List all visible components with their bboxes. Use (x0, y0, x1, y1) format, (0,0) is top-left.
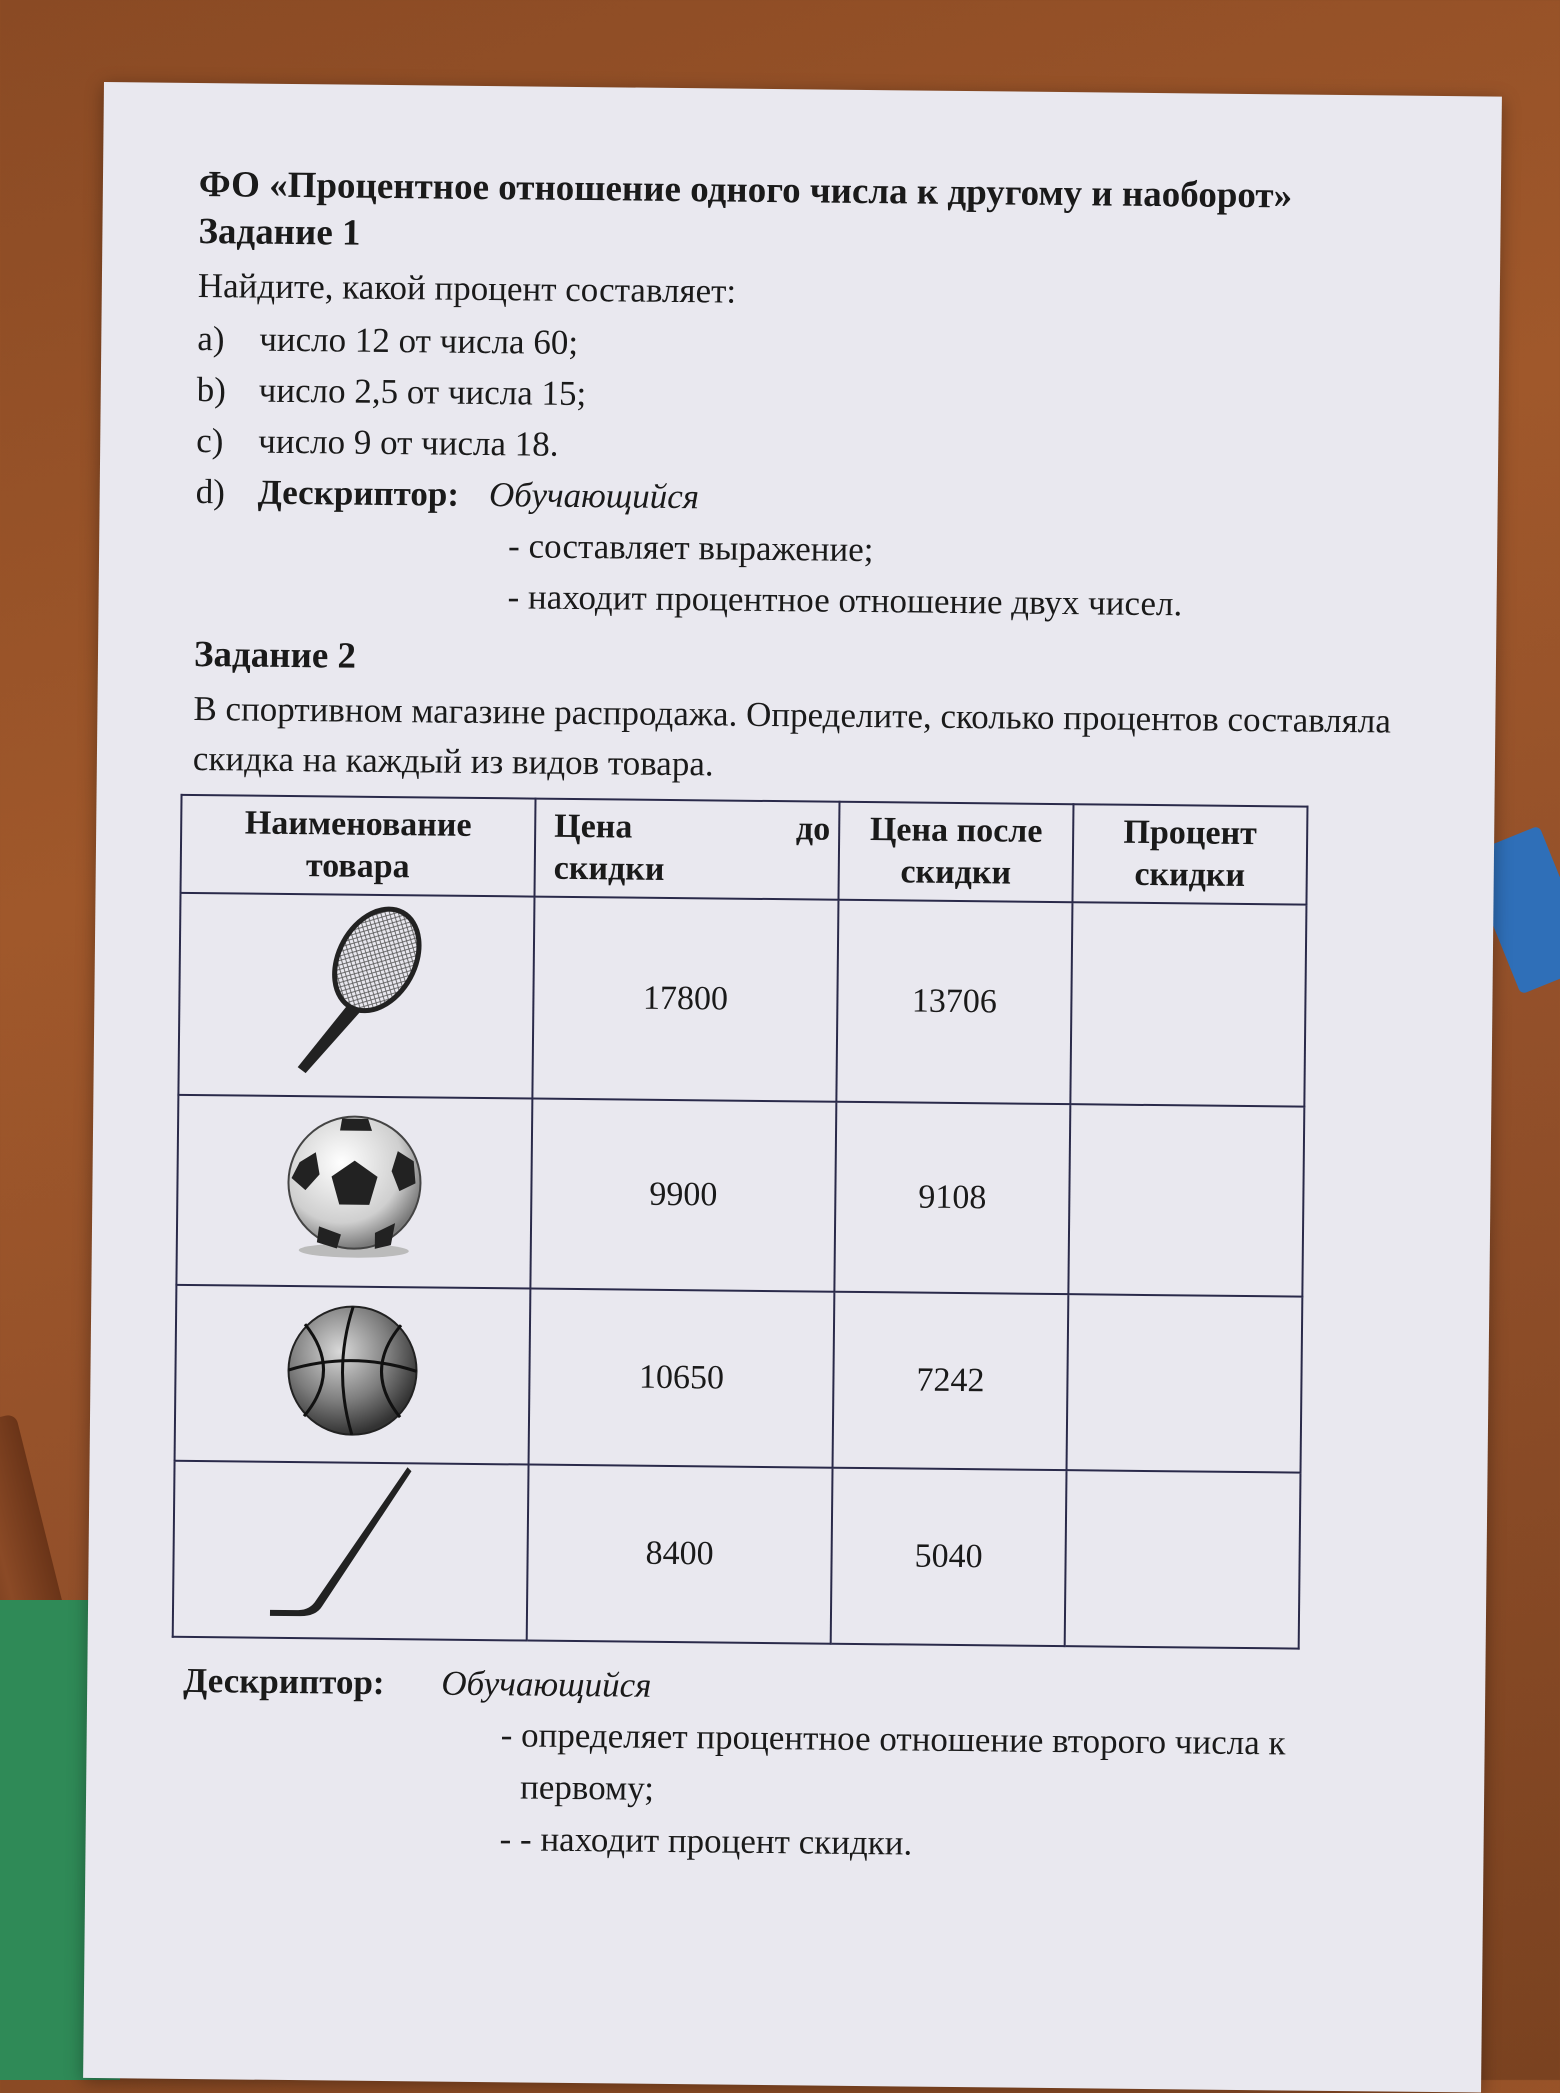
header-name (181, 795, 536, 897)
task1-list (195, 313, 1427, 530)
header-percent-line1: Процент (1123, 813, 1258, 853)
list-marker: b) (196, 369, 227, 410)
task1-heading: Задание 1 (198, 210, 361, 254)
table-row (175, 1285, 1303, 1473)
discount-percent-cell[interactable] (1067, 1294, 1303, 1472)
list-marker: a) (197, 318, 225, 359)
header-percent-line2: скидки (1134, 855, 1246, 894)
header-percent (1072, 804, 1307, 904)
descriptor-line: первому; (519, 1767, 655, 1808)
worksheet-title: ФО «Процентное отношение одного числа к другому и наоборот» (198, 164, 1293, 217)
list-item-text: число 9 от числа 18. (258, 421, 559, 464)
list-marker: c) (196, 420, 224, 461)
descriptor-line: - определяет процентное отношение второго числа к (500, 1715, 1286, 1763)
descriptor-line: - составляет выражение; (507, 526, 874, 570)
price-after-cell: 7242 (833, 1292, 1069, 1470)
price-before-cell: 9900 (530, 1099, 836, 1292)
task1-descriptor-lines (507, 520, 1425, 632)
product-image-cell (173, 1461, 529, 1641)
price-before-cell: 8400 (527, 1465, 833, 1644)
header-before-word2: до (795, 810, 831, 848)
descriptor-label: Обучающийся (441, 1663, 652, 1705)
soccer-ball-icon (279, 1111, 431, 1263)
descriptor-title: Дескриптор: (183, 1660, 385, 1703)
table-row (176, 1095, 1304, 1297)
descriptor-line: - находит процентное отношение двух чисел. (507, 577, 1183, 624)
header-before-word1: Цена (554, 807, 633, 846)
descriptor-line: - - находит процент скидки. (499, 1819, 913, 1863)
worksheet-paper (83, 82, 1502, 2093)
product-image-cell (178, 893, 534, 1099)
header-name-line2: товара (305, 847, 410, 886)
header-price-after (838, 802, 1073, 902)
task2-prompt: В спортивном магазине распродажа. Определите, сколько процентов составляла скидка на каждый из видов товара. (192, 688, 1392, 784)
header-before-line2: скидки (553, 849, 665, 888)
goods-table (172, 794, 1309, 1650)
header-price-before (534, 799, 839, 900)
descriptor-title: Дескриптор: (257, 472, 460, 514)
price-after-cell: 9108 (834, 1102, 1070, 1294)
price-after-cell: 13706 (836, 900, 1072, 1104)
worksheet-content (181, 163, 1429, 1875)
discount-percent-cell[interactable] (1068, 1104, 1304, 1296)
price-after-cell: 5040 (831, 1468, 1067, 1646)
descriptor-label: Обучающийся (488, 475, 700, 517)
table-row (173, 1461, 1301, 1649)
basketball-icon (282, 1299, 423, 1440)
table-row (178, 893, 1306, 1107)
discount-percent-cell[interactable] (1070, 902, 1306, 1106)
list-item-text: число 12 от числа 60; (259, 319, 579, 362)
header-name-line1: Наименование (244, 804, 472, 844)
task2-descriptor (181, 1656, 1413, 1875)
header-after-line1: Цена после (869, 811, 1043, 850)
tennis-racket-icon (276, 900, 438, 1082)
price-before-cell: 10650 (529, 1289, 835, 1468)
list-item-text: число 2,5 от числа 15; (258, 370, 587, 414)
discount-percent-cell[interactable] (1065, 1470, 1301, 1648)
hockey-stick-icon (260, 1465, 442, 1627)
product-image-cell (175, 1285, 531, 1465)
table-header-row (181, 795, 1308, 905)
product-image-cell (176, 1095, 532, 1289)
price-before-cell: 17800 (532, 897, 838, 1102)
task2-heading: Задание 2 (193, 633, 357, 677)
list-marker: d) (195, 471, 226, 512)
header-after-line2: скидки (900, 853, 1012, 892)
task1-prompt: Найдите, какой процент составляет: (197, 265, 737, 311)
